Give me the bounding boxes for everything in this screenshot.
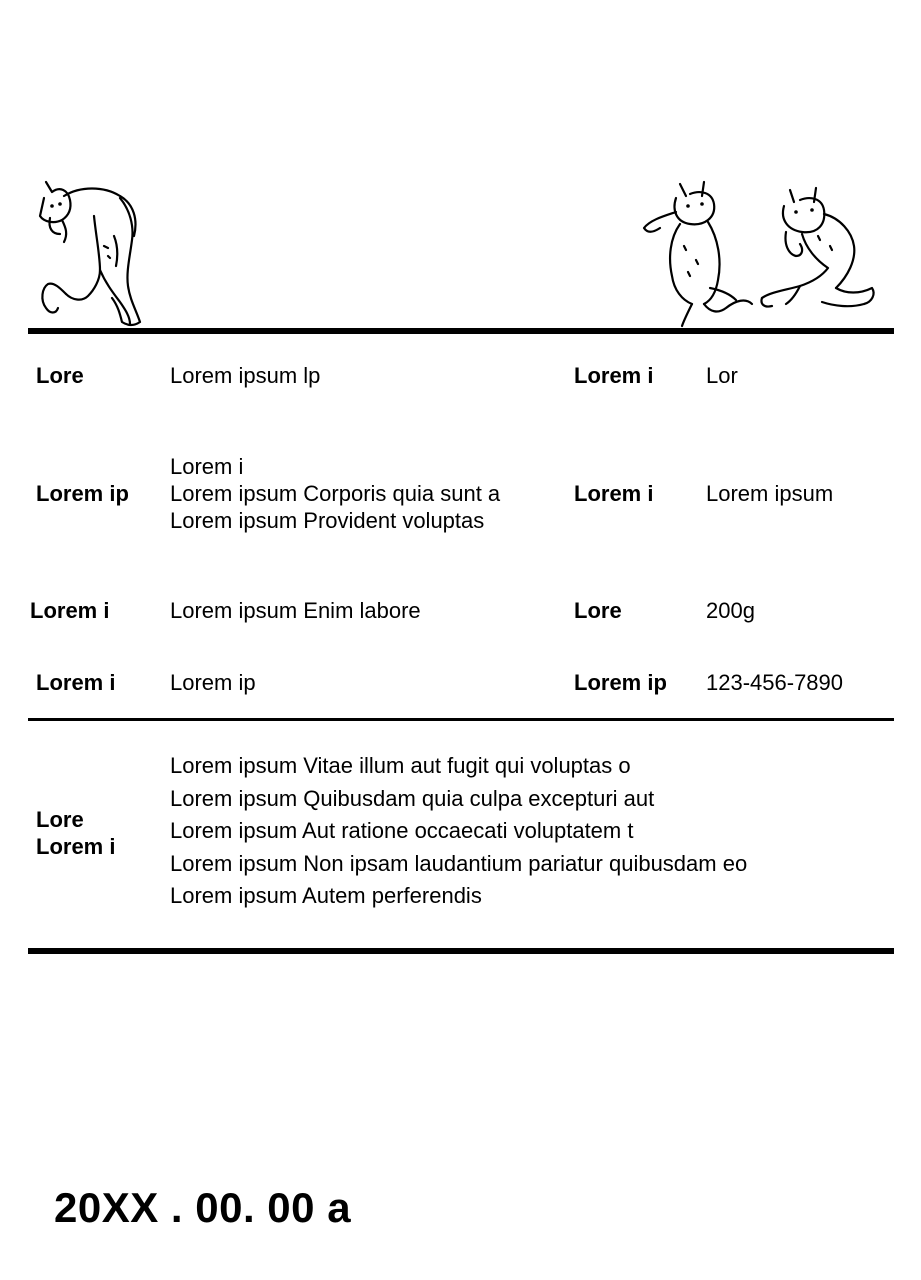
- value-row4-a: Lorem ip: [170, 670, 256, 695]
- value-row1-a: Lorem ipsum lp: [170, 363, 321, 388]
- notes-line: Lorem ipsum Quibusdam quia culpa excepturi aut: [170, 785, 655, 811]
- value-row3-b: 200g: [706, 598, 755, 623]
- value-row4-b: 123-456-7890: [706, 670, 844, 695]
- label-row3-a: Lorem i: [30, 598, 110, 623]
- label-row4-b: Lorem ip: [574, 670, 667, 695]
- notes-label: [36, 806, 115, 860]
- notes-label-line: Lore: [36, 807, 84, 832]
- notes-label-line: Lorem i: [36, 834, 116, 859]
- notes-line: Lorem ipsum Vitae illum aut fugit qui voluptas o: [170, 753, 631, 778]
- cat-standing-illustration: [34, 176, 146, 328]
- notes-text: [170, 750, 747, 913]
- notes-line: Lorem ipsum Aut ratione occaecati voluptatem t: [170, 818, 634, 843]
- value-row2-a-line: Lorem ipsum Provident voluptas: [170, 508, 485, 533]
- notes-line: Lorem ipsum Autem perferendis: [170, 883, 482, 908]
- value-row2-a-line: Lorem i: [170, 454, 244, 479]
- bottom-rule: [28, 948, 894, 954]
- cat-sitting-illustration: [756, 184, 880, 316]
- label-row4-a: Lorem i: [36, 670, 116, 695]
- value-row1-b: Lor: [706, 363, 738, 388]
- label-row2-b: Lorem i: [574, 481, 654, 506]
- value-row2-a: [170, 453, 500, 534]
- cat-dancing-illustration: [640, 176, 760, 328]
- value-row3-a: Lorem ipsum Enim labore: [170, 598, 421, 623]
- footer-date: 20XX . 00. 00 a: [54, 1184, 352, 1231]
- label-row3-b: Lore: [574, 598, 622, 623]
- top-rule: [28, 328, 894, 334]
- value-row2-a-line: Lorem ipsum Corporis quia sunt a: [170, 481, 501, 506]
- label-row1-b: Lorem i: [574, 363, 654, 388]
- value-row2-b: Lorem ipsum: [706, 481, 834, 506]
- label-row2-a: Lorem ip: [36, 481, 129, 506]
- middle-rule: [28, 718, 894, 721]
- label-row1-a: Lore: [36, 363, 84, 388]
- notes-line: Lorem ipsum Non ipsam laudantium pariatur quibusdam eo: [170, 850, 748, 876]
